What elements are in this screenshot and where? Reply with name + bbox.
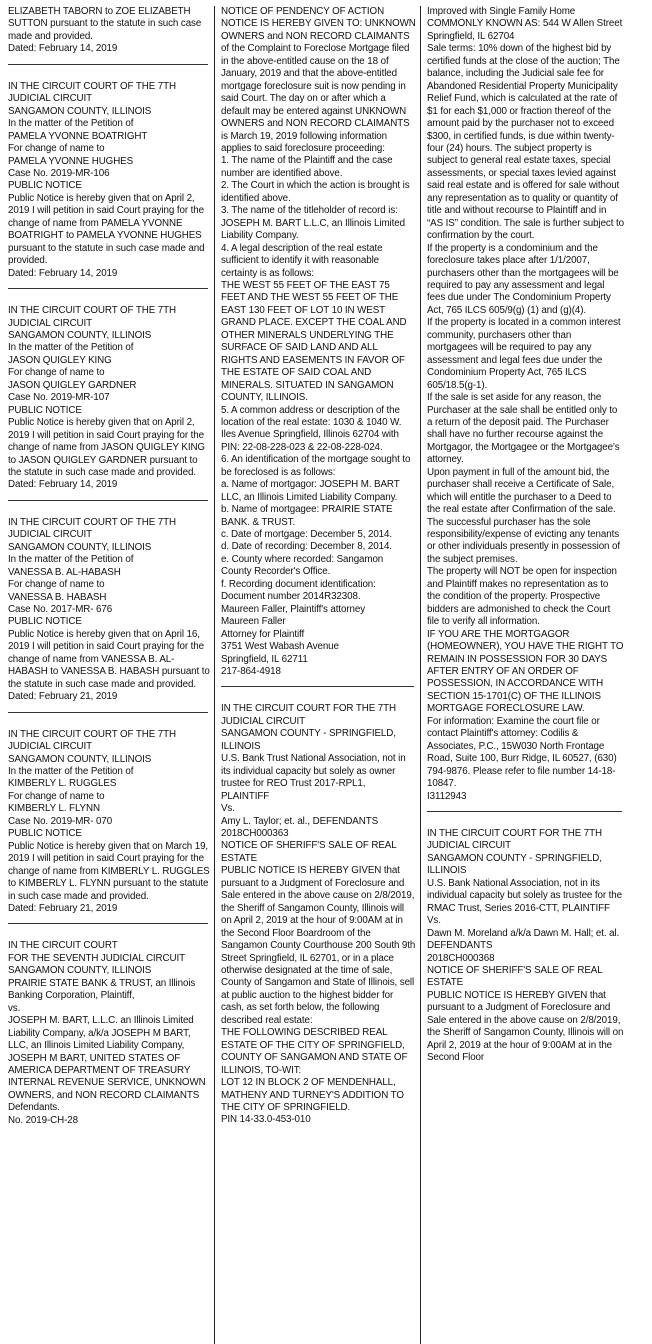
notice-text-line: If the sale is set aside for any reason, the Purchaser at the sale shall be entitled only to a return of the deposit paid. The Purchaser shall have no further recourse against the Mortgagor, the Mortgagee or the Mortgagee's attorney. [427, 392, 620, 466]
notice-text-line: 217-864-4918 [221, 666, 281, 678]
notice-text-line: KIMBERLY L. RUGGLES [8, 778, 117, 790]
notice-text-line: PUBLIC NOTICE IS HEREBY GIVEN that pursuant to a Judgment of Foreclosure and Sale entered in the above cause on 2/8/2019, the Sheriff of Sangamon County, Illinois will on April 2, 2019 at the hour of 9:00AM at in the Second Floor [427, 989, 624, 1064]
column-1 [8, 6, 214, 1344]
notice-text-line: No. 2019-CH-28 [8, 1114, 78, 1126]
notice-text-line: U.S. Bank Trust National Association, not in its individual capacity but solely as owner trustee for REO Trust 2017-RPL1, PLAINTIFF [221, 753, 406, 802]
notice-text-line: PAMELA YVONNE HUGHES [8, 155, 134, 167]
notice-text-line: IN THE CIRCUIT COURT FOR THE 7TH JUDICIAL CIRCUIT [221, 703, 396, 727]
notice-text-line: SANGAMON COUNTY, ILLINOIS [8, 753, 152, 765]
notice-divider [8, 64, 208, 65]
notice-text-line: NOTICE OF PENDENCY OF ACTION [221, 6, 385, 17]
notice-text-line: NOTICE IS HEREBY GIVEN TO: UNKNOWN OWNERS and NON RECORD CLAIMANTS of the Complaint to Foreclose Mortgage filed in the above-entitled cause on the 18 of January, 2019 and that the above-entitled mortgage foreclosure suit is now pending in said Court. The day on or after which a default may be entered against UNKNOWN OWNERS and NON RECORD CLAIMANTS is March 19, 2019 following information applies to said foreclosure proceeding: [221, 18, 416, 154]
notice-text-line: 2018CH000363 [221, 828, 289, 839]
notice-text-line: b. Name of mortgagee: PRAIRIE STATE BANK. & TRUST. [221, 504, 393, 528]
notice-text-line: Case No. 2019-MR-106 [8, 167, 110, 179]
notice-text-line: Defendants. [8, 1102, 60, 1114]
notice-text-line: DEFENDANTS [427, 940, 493, 952]
notice-text-line: SANGAMON COUNTY, ILLINOIS [8, 541, 152, 553]
notice-text-line: For change of name to [8, 579, 105, 591]
notice-text-line: IN THE CIRCUIT COURT [8, 940, 118, 952]
notice-text-line: FOR THE SEVENTH JUDICIAL CIRCUIT [8, 952, 185, 964]
legal-notice [8, 305, 210, 492]
notice-text-line: Maureen Faller [221, 616, 286, 628]
notice-text-line: JASON QUIGLEY GARDNER [8, 379, 137, 391]
notice-text-line: vs. [8, 1002, 21, 1014]
notice-text-line: KIMBERLY L. FLYNN [8, 803, 100, 815]
notice-text-line: THE FOLLOWING DESCRIBED REAL ESTATE OF THE CITY OF SPRINGFIELD, COUNTY OF SANGAMON AND STATE OF ILLINOIS, TO-WIT: [221, 1027, 408, 1076]
notice-text-line: I3112943 [427, 790, 467, 802]
notice-text-line: 3751 West Wabash Avenue [221, 641, 339, 653]
notice-text-line: PUBLIC NOTICE IS HEREBY GIVEN that pursuant to a Judgment of Foreclosure and Sale entered in the above cause on 2/8/2019, the Sheriff of Sangamon County, Illinois will on April 2, 2019 at the hour of 9:00AM at in the Second Floor Boardroom of the Sangamon County Courthouse 200 South 9th Street Springfield, IL 62701, or in a place otherwise designated at the time of sale, County of Sangamon and State of Illinois, sell at public auction to the highest bidder for cash, as set forth below, the following described real estate: [221, 865, 416, 1026]
notice-divider [221, 686, 414, 687]
column-2 [214, 6, 420, 1344]
notice-text-line: PUBLIC NOTICE [8, 828, 82, 840]
notice-text-line: IF YOU ARE THE MORTGAGOR (HOMEOWNER), YOU HAVE THE RIGHT TO REMAIN IN POSSESSION FOR 30 DAYS AFTER ENTRY OF AN ORDER OF POSSESSION, IN ACCORDANCE WITH SECTION 15-1701(C) OF THE ILLINOIS MORTGAGE FORECLOSURE LAW. [427, 628, 624, 715]
notice-text-line: 4. A legal description of the real estate sufficient to identify it with reasonable certainty is as follows: [221, 242, 383, 279]
notice-text-line: For change of name to [8, 367, 105, 379]
notice-text-line: Sale terms: 10% down of the highest bid by certified funds at the close of the auction; The balance, including the Judicial sale fee for Abandoned Residential Property Municipality Relief Fund, which is calculated at the rate of $1 for each $1,000 or fraction thereof of the amount paid by the purchaser not to exceed $300, in certified funds, is due within twenty-four (24) hours. The subject property is subject to general real estate taxes, special assessments, or special taxes levied against said real estate and is offered for sale without any representation as to quality or quantity of title and without recourse to Plaintiff and in “AS IS” condition. The sale is further subject to confirmation by the court. [427, 43, 624, 242]
legal-notice [427, 6, 624, 803]
notice-text-line: Dated: February 21, 2019 [8, 903, 118, 914]
legal-notice [221, 703, 416, 1126]
notice-text-line: Vs. [427, 915, 441, 927]
notice-text-line: a. Name of mortgagor: JOSEPH M. BART LLC, an Illinois Limited Liability Company. [221, 479, 400, 503]
notice-text-line: 1. The name of the Plaintiff and the case number are identified above. [221, 155, 393, 179]
notice-text-line: Maureen Faller, Plaintiff's attorney [221, 603, 366, 615]
notice-text-line: PAMELA YVONNE BOATRIGHT [8, 130, 148, 142]
notice-text-line: Case No. 2019-MR- 070 [8, 815, 113, 827]
notice-text-line: c. Date of mortgage: December 5, 2014. [221, 529, 393, 541]
legal-notice [8, 729, 210, 916]
notice-text-line: JOSEPH M. BART, L.L.C. an Illinois Limited Liability Company, a/k/a JOSEPH M BART, LLC, an Illinois Limited Liability Company, JOSEPH M BART, UNITED STATES OF AMERICA DEPARTMENT OF TREASURY INTERNAL REVENUE SERVICE, UNKNOWN OWNERS, and NON RECORD CLAIMANTS [8, 1015, 206, 1101]
notice-text-line: Dated: February 14, 2019 [8, 43, 118, 55]
notice-text-line: JASON QUIGLEY KING [8, 354, 112, 366]
notice-text-line: 2018CH000368 [427, 952, 495, 964]
notice-text-line: PRAIRIE STATE BANK & TRUST, an Illinois Banking Corporation, Plaintiff, [8, 977, 196, 1002]
notice-text-line: SANGAMON COUNTY - SPRINGFIELD, ILLINOIS [427, 852, 602, 877]
notice-text-line: PIN 14-33.0-453-010 [221, 1114, 311, 1126]
notice-text-line: Dated: February 14, 2019 [8, 267, 118, 279]
notice-text-line: Improved with Single Family Home [427, 6, 576, 17]
notice-divider [8, 923, 208, 924]
notice-text-line: In the matter of the Petition of [8, 342, 134, 354]
notice-divider [427, 811, 622, 812]
notice-text-line: f. Recording document identification: Document number 2014R32308. [221, 578, 376, 603]
notice-text-line: SANGAMON COUNTY, ILLINOIS [8, 329, 152, 341]
notice-text-line: In the matter of the Petition of [8, 766, 134, 778]
column-3 [420, 6, 626, 1344]
legal-notice [221, 6, 416, 678]
legal-notice [8, 6, 210, 56]
notice-text-line: 6. An identification of the mortgage sought to be foreclosed is as follows: [221, 454, 411, 478]
notice-text-line: In the matter of the Petition of [8, 554, 134, 566]
notice-text-line: Public Notice is hereby given that on April 2, 2019 I will petition in said Court praying for the change of name from JASON QUIGLEY KING to JASON QUIGLEY GARDNER pursuant to the statute in such case made and provided. [8, 417, 205, 478]
notice-text-line: For information: Examine the court file or contact Plaintiff's attorney: Codilis & Associates, P.C., 15W030 North Frontage Road, Suite 100, Burr Ridge, IL 60527, (630) 794-9876. Please refer to file number 14-18-10847. [427, 715, 617, 790]
notice-text-line: ELIZABETH TABORN to ZOE ELIZABETH SUTTON pursuant to the statute in such case made and provided. [8, 6, 202, 42]
notice-text-line: SANGAMON COUNTY, ILLINOIS [8, 105, 152, 117]
notice-divider [8, 712, 208, 713]
notice-text-line: 3. The name of the titleholder of record is: JOSEPH M. BART L.L.C, an Illinois Limited Liability Company. [221, 205, 405, 242]
notice-text-line: 2. The Court in which the action is brought is identified above. [221, 180, 410, 204]
notice-text-line: In the matter of the Petition of [8, 118, 134, 130]
notice-text-line: LOT 12 IN BLOCK 2 OF MENDENHALL, MATHENY AND TURNEY'S ADDITION TO THE CITY OF SPRINGFIELD. [221, 1077, 404, 1113]
notice-text-line: PUBLIC NOTICE [8, 180, 82, 192]
notice-text-line: If the property is a condominium and the foreclosure takes place after 1/1/2007, purchasers other than the mortgagees will be required to pay any assessment and legal fees due under The Condominium Property Act, 765 ILCS 605/9(g) (1) and (g)(4). [427, 242, 619, 316]
notice-text-line: Dated: February 21, 2019 [8, 691, 118, 703]
notice-divider [8, 500, 208, 501]
notice-text-line: U.S. Bank National Association, not in its individual capacity but solely as trustee for the RMAC Trust, Series 2016-CTT, PLAINTIFF [427, 877, 622, 914]
notice-text-line: 5. A common address or description of the location of the real estate: 1030 & 1040 W. Iles Avenue Springfield, Illinois 62704 with PIN: 22-08-228-023 & 22-08-228-024. [221, 404, 402, 453]
notice-text-line: If the property is located in a common interest community, purchasers other than mortgagees will be required to pay any assessment and legal fees due under the Condominium Property Act, 765 ILCS 605/18.5(g-1). [427, 317, 621, 391]
notice-text-line: SANGAMON COUNTY - SPRINGFIELD, ILLINOIS [221, 728, 396, 752]
notice-divider [8, 288, 208, 289]
legal-notice [8, 940, 210, 1127]
notice-text-line: d. Date of recording: December 8, 2014. [221, 541, 392, 553]
notice-text-line: IN THE CIRCUIT COURT OF THE 7TH JUDICIAL CIRCUIT [8, 728, 177, 753]
notice-text-line: Springfield, IL 62711 [221, 653, 308, 665]
notice-text-line: Dated: February 14, 2019 [8, 479, 118, 491]
notice-text-line: THE WEST 55 FEET OF THE EAST 75 FEET AND THE WEST 55 FEET OF THE EAST 130 FEET OF LOT 10 IN WEST GRAND PLACE. EXCEPT THE COAL AND OTHER MINERALS UNDERLYING THE SURFACE OF SAID LAND AND ALL RIGHTS AND EASEMENTS IN FAVOR OF THE ESTATE OF SAID COAL AND MINERALS. SITUATED IN SANGAMON COUNTY, ILLINOIS. [221, 279, 407, 404]
notice-text-line: Upon payment in full of the amount bid, the purchaser shall receive a Certificate of Sale, which will entitle the purchaser to a Deed to the real estate after Confirmation of the sale. The successful purchaser has the sole responsibility/expense of evicting any tenants or other individuals presently in possession of the subject premises. [427, 466, 620, 565]
notice-text-line: VANESSA B. HABASH [8, 591, 107, 603]
legal-notice [427, 828, 624, 1065]
notice-text-line: Attorney for Plaintiff [221, 628, 305, 640]
notice-text-line: For change of name to [8, 143, 105, 155]
legal-notice [8, 81, 210, 280]
notice-text-line: Public Notice is hereby given that on April 2, 2019 I will petition in said Court praying for the change of name from PAMELA YVONNE BOATRIGHT to PAMELA YVONNE HUGHES pursuant to the statute in such case made and provided. [8, 192, 205, 267]
notice-text-line: Dawn M. Moreland a/k/a Dawn M. Hall; et. al. [427, 927, 620, 939]
notice-text-line: PUBLIC NOTICE [8, 404, 82, 416]
notice-text-line: VANESSA B. AL-HABASH [8, 566, 121, 578]
notice-text-line: Vs. [221, 803, 235, 815]
notice-text-line: For change of name to [8, 790, 105, 802]
legal-notice [8, 517, 210, 704]
notice-text-line: NOTICE OF SHERIFF'S SALE OF REAL ESTATE [427, 964, 603, 989]
notice-text-line: PUBLIC NOTICE [8, 616, 82, 628]
notice-text-line: Public Notice is hereby given that on March 19, 2019 I will petition in said Court praying for the change of name from KIMBERLY L. RUGGLES to KIMBERLY L. FLYNN pursuant to the statute in such case made and provided. [8, 840, 210, 902]
notice-text-line: IN THE CIRCUIT COURT FOR THE 7TH JUDICIAL CIRCUIT [427, 828, 602, 852]
notice-text-line: Public Notice is hereby given that on April 16, 2019 I will petition in said Court praying for the change of name from VANESSA B. AL-HABASH to VANESSA B. HABASH pursuant to the statute in such case made and provided. [8, 628, 210, 690]
notice-text-line: The property will NOT be open for inspection and Plaintiff makes no representation as to the condition of the property. Prospective bidders are admonished to check the Court file to verify all information. [427, 566, 617, 628]
notice-text-line: SANGAMON COUNTY, ILLINOIS [8, 965, 152, 977]
notice-text-line: Case No. 2017-MR- 676 [8, 604, 113, 616]
notice-text-line: IN THE CIRCUIT COURT OF THE 7TH JUDICIAL CIRCUIT [8, 305, 177, 329]
notice-text-line: Amy L. Taylor; et. al., DEFENDANTS [221, 815, 379, 827]
notice-text-line: IN THE CIRCUIT COURT OF THE 7TH JUDICIAL CIRCUIT [8, 516, 177, 541]
notice-text-line: IN THE CIRCUIT COURT OF THE 7TH JUDICIAL CIRCUIT [8, 80, 177, 105]
notice-text-line: Case No. 2019-MR-107 [8, 392, 110, 404]
notice-text-line: NOTICE OF SHERIFF'S SALE OF REAL ESTATE [221, 840, 397, 864]
notice-text-line: COMMONLY KNOWN AS: 544 W Allen Street Springfield, IL 62704 [427, 18, 623, 42]
notice-text-line: e. County where recorded: Sangamon County Recorder's Office. [221, 553, 384, 578]
